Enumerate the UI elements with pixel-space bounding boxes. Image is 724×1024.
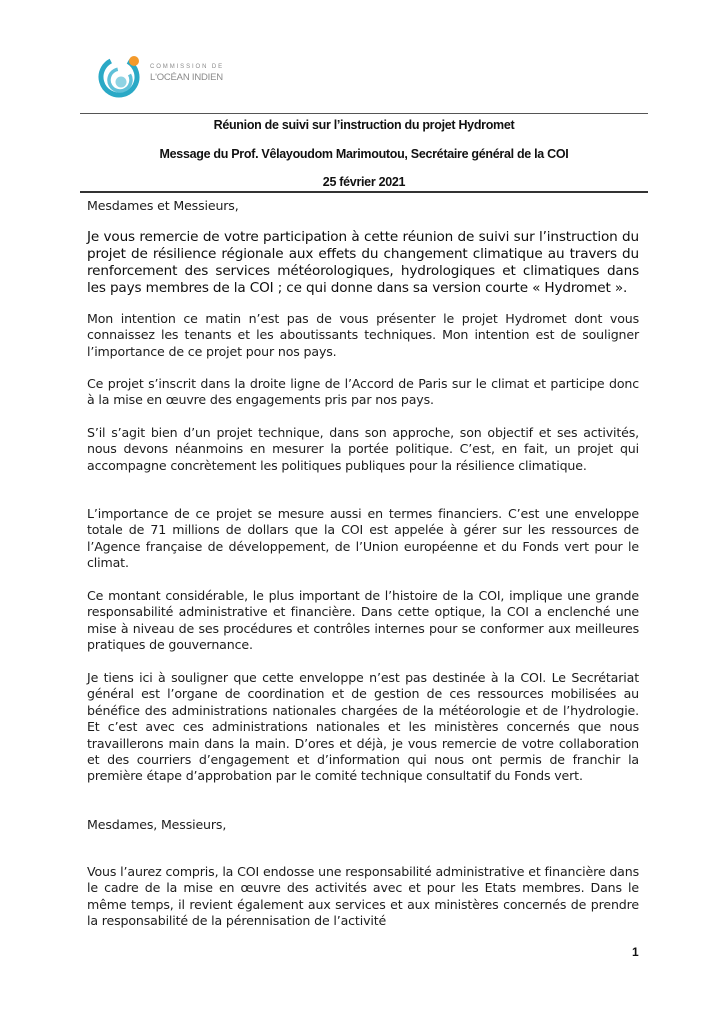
header-top-rule (80, 113, 648, 114)
paragraph: Mon intention ce matin n’est pas de vous présenter le projet Hydromet dont vous connaissez les tenants et les aboutissants techniques. Mon intention est de souligner l’importance de ce projet pour nos pays. (87, 311, 639, 359)
paragraph: Vous l’aurez compris, la COI endosse une responsabilité administrative et financière dans le cadre de la mise en œuvre des activités avec et pour les Etats membres. Dans le même temps, il revient également aux services et aux ministères concernés de prendre la responsabilité de la pérennisation de l’activité (87, 864, 639, 929)
paragraph: Ce projet s’inscrit dans la droite ligne de l’Accord de Paris sur le climat et participe donc à la mise en œuvre des engagements pris par nos pays. (87, 376, 639, 408)
document-subtitle: Message du Prof. Vêlayoudom Marimoutou, Secrétaire général de la COI (159, 147, 569, 161)
document-date: 25 février 2021 (322, 175, 406, 189)
page-number: 1 (632, 945, 639, 959)
salutation-2: Mesdames, Messieurs, (87, 817, 227, 832)
paragraph: Ce montant considérable, le plus important de l’histoire de la COI, implique une grande responsabilité administrative et financière. Dans cette optique, la COI a enclenché une mise à niveau de ses procédures et contrôles internes pour se conformer aux meilleures pratiques de gouvernance. (87, 588, 639, 653)
header-bottom-rule (80, 191, 648, 193)
coi-logo (98, 52, 258, 98)
coi-logo-icon (98, 52, 144, 98)
logo-line-1: COMMISSION DE (150, 64, 225, 70)
paragraph-intro: Je vous remercie de votre participation à cette réunion de suivi sur l’instruction du projet de résilience régionale aux effets du changement climatique au travers du renforcement des services météorologiques, hydrologiques et climatiques dans les pays membres de la COI ; ce qui donne dans sa version courte « Hydromet ». (87, 229, 639, 296)
document-title: Réunion de suivi sur l’instruction du projet Hydromet (213, 118, 515, 132)
paragraph: L’importance de ce projet se mesure aussi en termes financiers. C’est une enveloppe totale de 71 millions de dollars que la COI est appelée à gérer sur les ressources de l’Agence française de développement, de l’Union européenne et du Fonds vert pour le climat. (87, 506, 639, 571)
paragraph: Je tiens ici à souligner que cette enveloppe n’est pas destinée à la COI. Le Secrétariat général est l’organe de coordination et de gestion de ces ressources mobilisées au bénéfice des administrations nationales chargées de la météorologie et de l’hydrologie. Et c’est avec ces administrations nationales et les ministères concernés que nous travaillerons main dans la main. D’ores et déjà, je vous remercie de votre collaboration et des courriers d’engagement et d’information qui nous ont permis de franchir la première étape d’approbation par le comité technique consultatif du Fonds vert. (87, 670, 639, 784)
paragraph: S’il s’agit bien d’un projet technique, dans son approche, son objectif et ses activités, nous devons néanmoins en mesurer la portée politique. C’est, en fait, un projet qui accompagne concrètement les politiques publiques pour la résilience climatique. (87, 425, 639, 473)
logo-wordmark (150, 64, 224, 83)
logo-line-2: L'OCÉAN INDIEN (150, 72, 223, 83)
salutation: Mesdames et Messieurs, (87, 198, 239, 213)
